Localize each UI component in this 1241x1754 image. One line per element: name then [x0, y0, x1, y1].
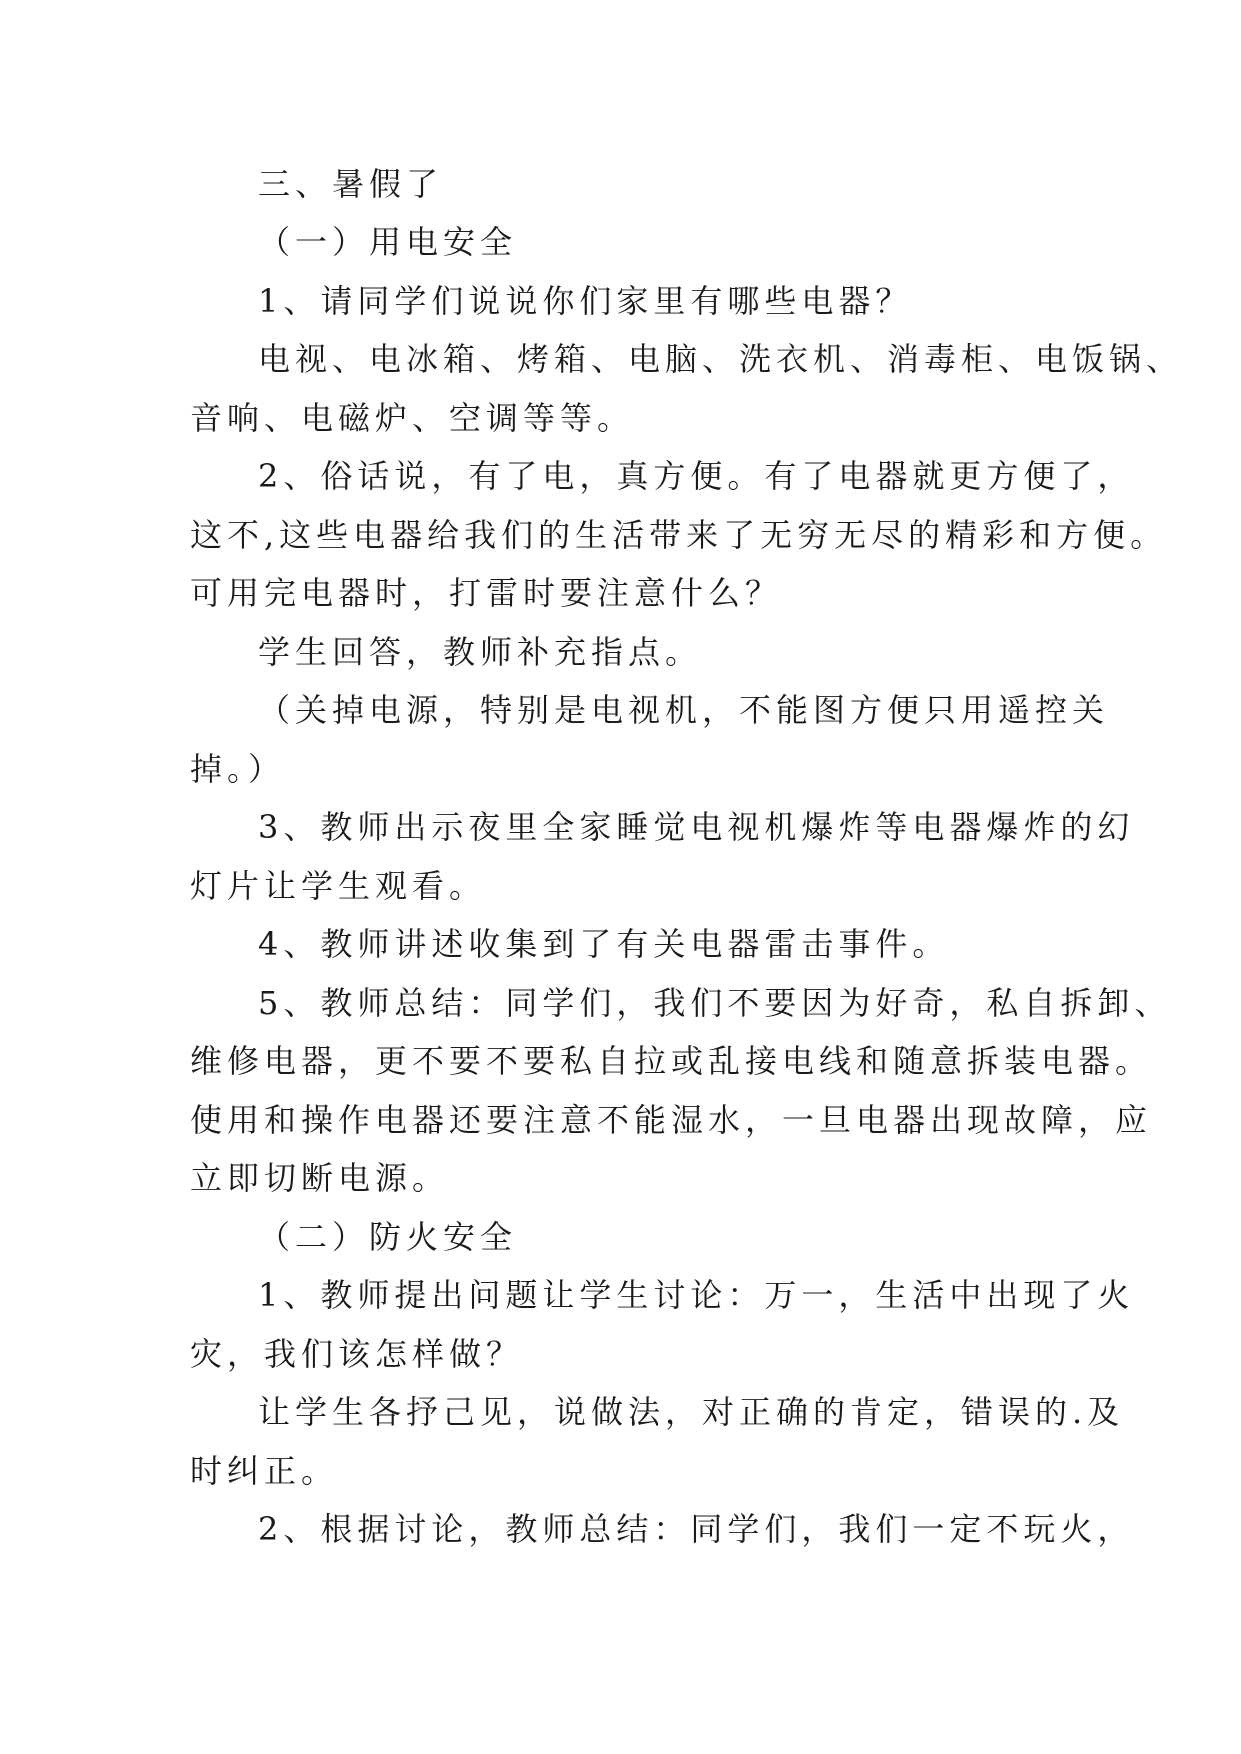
text-line: 可用完电器时，打雷时要注意什么？ — [190, 574, 783, 612]
text-line: 学生回答，教师补充指点。 — [258, 633, 703, 671]
section-heading: 三、暑假了 — [258, 165, 444, 203]
text-line: 立即切断电源。 — [190, 1159, 450, 1197]
text-line: 1、请同学们说说你们家里有哪些电器？ — [258, 282, 913, 320]
text-line: 使用和操作电器还要注意不能湿水，一旦电器出现故障，应 — [190, 1101, 1153, 1139]
text-line: 让学生各抒己见，说做法，对正确的肯定，错误的.及 — [258, 1393, 1125, 1431]
subsection-heading: （二）防火安全 — [258, 1218, 518, 1256]
text-line: 维修电器，更不要不要私自拉或乱接电线和随意拆装电器。 — [190, 1042, 1153, 1080]
text-line: 2、根据讨论，教师总结：同学们，我们一定不玩火， — [258, 1510, 1135, 1548]
text-line: 4、教师讲述收集到了有关电器雷击事件。 — [258, 925, 950, 963]
text-line: （关掉电源，特别是电视机，不能图方便只用遥控关 — [258, 691, 1110, 729]
text-line: 2、俗话说，有了电，真方便。有了电器就更方便了， — [258, 457, 1135, 495]
text-line: 灾，我们该怎样做？ — [190, 1335, 524, 1373]
text-line: 时纠正。 — [190, 1452, 339, 1490]
text-line: 灯片让学生观看。 — [190, 867, 487, 905]
text-line: 3、教师出示夜里全家睡觉电视机爆炸等电器爆炸的幻 — [258, 808, 1135, 846]
text-line: 5、教师总结：同学们，我们不要因为好奇，私自拆卸、 — [258, 984, 1172, 1022]
text-line: 这不,这些电器给我们的生活带来了无穷无尽的精彩和方便。 — [190, 516, 1168, 554]
subsection-heading: （一）用电安全 — [258, 223, 518, 261]
text-line: 掉。） — [190, 750, 286, 788]
text-line: 电视、电冰箱、烤箱、电脑、洗衣机、消毒柜、电饭锅、 — [258, 340, 1184, 378]
text-line: 1、教师提出问题让学生讨论：万一，生活中出现了火 — [258, 1276, 1135, 1314]
text-line: 音响、电磁炉、空调等等。 — [190, 399, 635, 437]
